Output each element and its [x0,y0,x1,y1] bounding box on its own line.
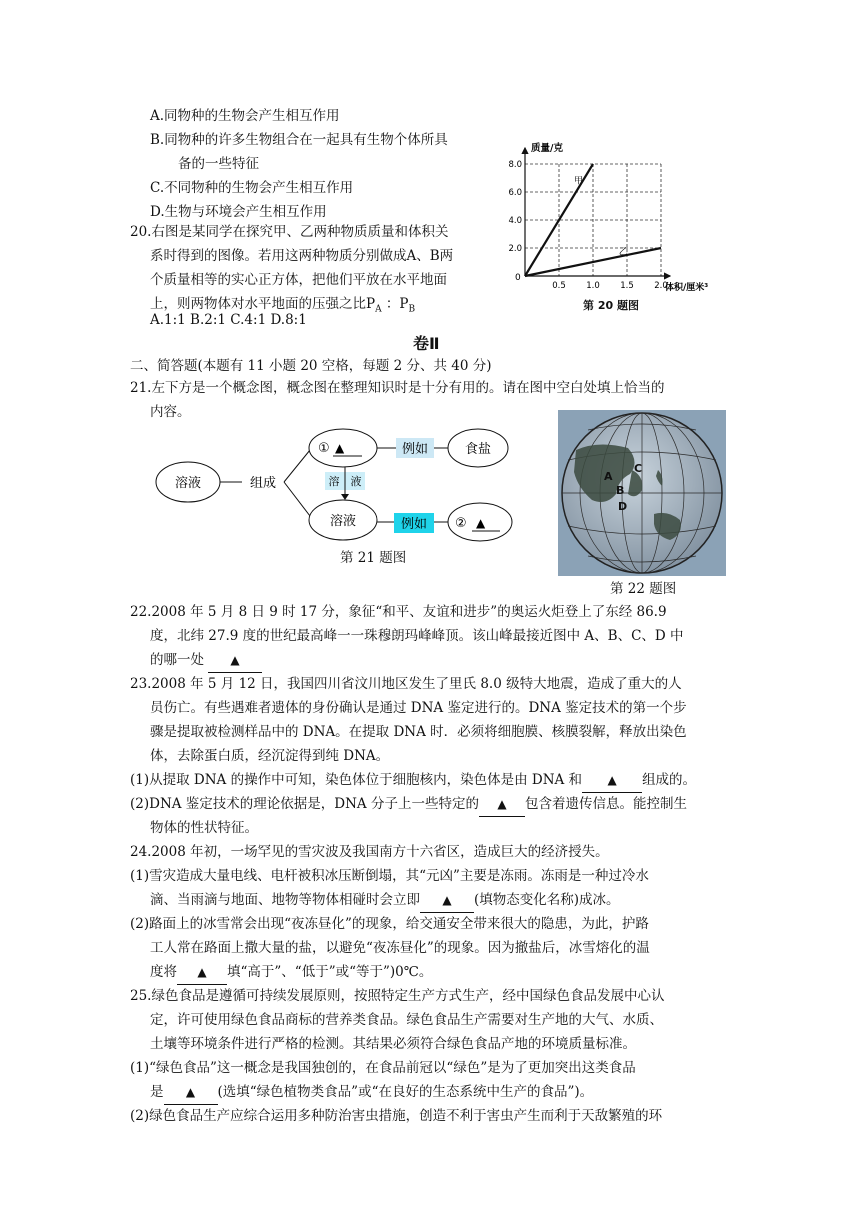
q22-line-1: 22.2008 年 5 月 8 日 9 时 17 分，象征“和平、友谊和进步”的奥运火炬登上了东经 86.9 [130,604,667,620]
globe-label-d: D [618,500,628,513]
q23-blank-1[interactable] [582,768,642,793]
q21-concept-map [150,420,530,550]
q25-sub-2: (2)绿色食品生产应综合运用多种防治害虫措施，创造不利于害虫产生而利于天敌繁殖的环 [130,1108,663,1124]
series-label-1: 乙 [618,247,628,258]
q22-answer-blank[interactable] [208,648,262,673]
q24-sub-1-text: 滴、当雨滴与地面、地物等物体相碰时会立即 [150,892,420,908]
q23-blank-2-triangle: ▲ [497,797,507,811]
q25-sub-1-text: 是 [150,1084,164,1100]
q20-figure-caption: 第 20 题图 [583,299,639,312]
blank-1-label: ① [318,441,330,456]
x-tick-0: 0.5 [552,281,566,291]
q20-options: A.1:1 B.2:1 C.4:1 D.8:1 [150,312,307,328]
q24-sub-2-line-3 [150,960,432,985]
part2-title: 卷Ⅱ [413,334,440,353]
example-label-2: 例如 [400,517,428,532]
q22-figure-caption: 第 22 题图 [610,581,677,597]
q20-sub-b: B [408,304,416,315]
q25-sub-1-tail: (选填“绿色植物类食品”或“在良好的生态系统中生产的食品”)。 [217,1084,594,1100]
q22-line-3-text: 的哪一处 [150,652,204,668]
q23-sub-1-tail: 组成的。 [642,772,697,788]
x-tick-2: 1.5 [620,281,634,291]
q25-blank-1-triangle: ▲ [185,1085,196,1099]
q23-sub-2-cont: 物体的性状特征。 [150,820,258,836]
q25-line-3: 土壤等环境条件进行严格的检测。其结果必须符合绿色食品产地的环境质量标准。 [150,1036,636,1052]
q21-line-1: 21.左下方是一个概念图，概念图在整理知识时是十分有用的。请在图中空白处填上恰当的 [130,380,665,396]
q19-option-a: A.同物种的生物会产生相互作用 [150,108,340,124]
q23-sub-2-text: (2)DNA 鉴定技术的理论依据是，DNA 分子上一些特定的 [130,796,479,812]
q23-blank-2[interactable] [479,792,525,817]
q20-line-1: 20.右图是某同学在探究甲、乙两种物质质量和体积关 [130,224,449,240]
y-tick-1: 4.0 [508,216,522,226]
x-tick-3: 2.0 [654,281,668,291]
q19-option-b-cont: 备的一些特征 [178,156,259,172]
blank-1-triangle: ▲ [335,441,345,455]
q24-sub-2-line-2: 工人常在路面上撒大量的盐，以避免“夜冻昼化”的现象。因为撤盐后，冰雪熔化的温 [150,940,650,956]
q25-sub-1-cont [150,1080,593,1105]
part2-heading: 二、简答题(本题有 11 小题 20 空格，每题 2 分、共 40 分) [130,358,492,374]
q24-sub-2-text: 度将 [150,964,177,980]
y-tick-3: 8.0 [508,160,522,170]
q23-sub-2 [130,792,687,817]
q24-sub-1-cont [150,888,620,913]
q19-option-d: D.生物与环境会产生相互作用 [150,204,327,220]
q25-sub-1: (1)“绿色食品”这一概念是我国独创的，在食品前冠以“绿色”是为了更加突出这类食品 [130,1060,636,1076]
q24-blank-1[interactable] [420,888,474,913]
q24-blank-2[interactable] [177,960,227,985]
q24-sub-2: (2)路面上的冰雪常会出现“夜冻昼化”的现象，给交通安全带来很大的隐患，为此，护路 [130,916,649,932]
q23-line-4: 体，去除蛋白质，经沉淀得到纯 DNA。 [150,748,390,764]
y-axis-label: 质量/克 [531,143,563,154]
dissolve-label: 溶 液 [328,475,362,488]
q20-mass-volume-chart [505,138,720,308]
q23-sub-1 [130,768,696,793]
q23-sub-2-tail: 包含着遗传信息。能控制生 [524,796,687,812]
q23-sub-1-text: (1)从提取 DNA 的操作中可知，染色体位于细胞核内，染色体是由 DNA 和 [130,772,583,788]
series-label-0: 甲 [573,176,583,187]
q20-sub-a: A [375,304,382,315]
q21-line-2: 内容。 [150,404,191,420]
node-composition-text: 组成 [249,476,277,491]
q24-blank-1-triangle: ▲ [442,893,452,907]
q20-line-2: 系时得到的图像。若用这两种物质分别做成A、B两 [150,248,454,264]
q25-line-2: 定，许可使用绿色食品商标的营养类食品。绿色食品生产需要对生产地的大气、水质、 [150,1012,663,1028]
q25-blank-1[interactable] [164,1080,218,1105]
q25-line-1: 25.绿色食品是遵循可持续发展原则，按照特定生产方式生产，经中国绿色食品发展中心认 [130,988,665,1004]
q22-line-3 [150,648,262,673]
q24-sub-1-tail: (填物态变化名称)成冰。 [474,892,620,908]
q21-figure-caption: 第 21 题图 [340,550,407,566]
q24-sub-1: (1)雪灾造成大量电线、电杆被积冰压断倒塌，其“元凶”主要是冻雨。冻雨是一种过冷水 [130,868,649,884]
q22-answer-triangle: ▲ [230,653,240,667]
q19-option-c: C.不同物种的生物会产生相互作用 [150,180,354,196]
q23-line-1: 23.2008 年 5 月 12 日，我国四川省汶川地区发生了里氏 8.0 级特大地震，造成了重大的人 [130,676,682,692]
x-axis-label: 体积/厘米³ [665,283,709,293]
node-solvent-text: 溶液 [329,514,357,529]
globe-label-b: B [616,484,625,497]
node-solution-text: 溶液 [174,476,202,491]
example-label-1: 例如 [401,442,429,457]
q23-blank-1-triangle: ▲ [607,773,617,787]
y-tick-0: 2.0 [508,244,522,254]
q19-option-b: B.同物种的许多生物组合在一起具有生物个体所具 [150,132,448,148]
q22-line-2: 度，北纬 27.9 度的世纪最高峰一一珠穆朗玛峰峰顶。该山峰最接近图中 A、B、C、D 中 [150,628,684,644]
globe-label-a: A [604,470,613,483]
blank-2-label: ② [455,516,467,531]
node-salt-text: 食盐 [464,442,492,457]
q24-line-1: 24.2008 年初，一场罕见的雪灾波及我国南方十六省区，造成巨大的经济授失。 [130,844,609,860]
blank-2-triangle: ▲ [476,516,486,530]
q20-colon: ：P [381,296,409,312]
y-tick-2: 6.0 [508,188,522,198]
x-tick-1: 1.0 [586,281,600,291]
origin-label: 0 [515,273,521,283]
globe-label-c: C [634,462,643,475]
q23-line-3: 骤是提取被检测样品中的 DNA。在提取 DNA 时．必须将细胞膜、核膜裂解，释放出染色 [150,724,687,740]
q20-line-3: 个质量相等的实心正方体，把他们平放在水平地面 [150,272,447,288]
q20-line-4-text: 上，则两物体对水平地面的压强之比P [150,296,376,312]
q24-sub-2-tail: 填“高于”、“低于”或“等于”)0℃。 [227,964,433,980]
q23-line-2: 员伤亡。有些遇难者遗体的身份确认是通过 DNA 鉴定进行的。DNA 鉴定技术的第一个步 [150,700,687,716]
q22-globe-figure [558,410,726,576]
q24-blank-2-triangle: ▲ [197,965,207,979]
